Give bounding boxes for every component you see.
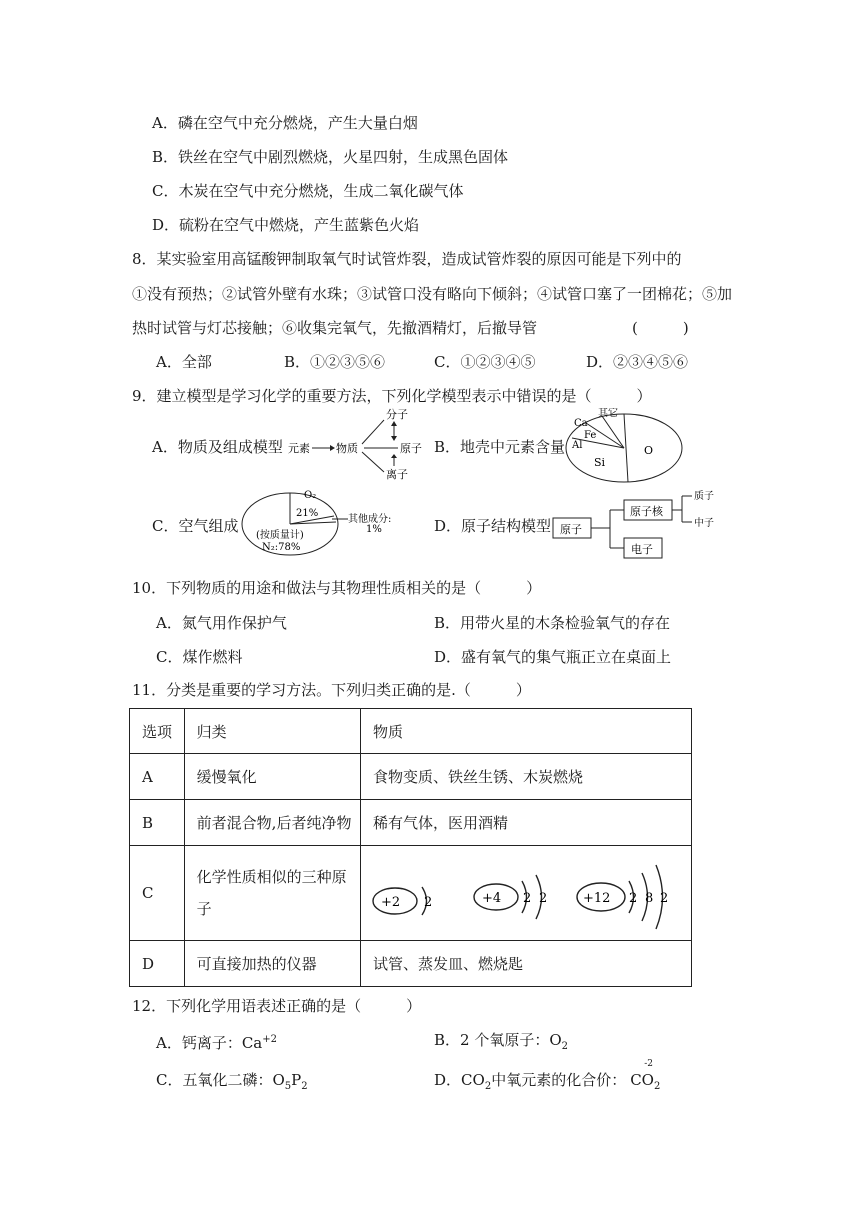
composition-model-diagram	[286, 406, 436, 484]
air-composition-pie	[238, 486, 428, 558]
q8-option-a: A．全部	[156, 353, 212, 371]
q7-option-c: C．木炭在空气中充分燃烧，生成二氧化碳气体	[152, 182, 464, 200]
row-substance: 食物变质、铁丝生锈、木炭燃烧	[361, 754, 692, 800]
q12-option-d: D．$CO_2$中氧元素的化合价： -2 $CO_2$	[434, 1070, 660, 1097]
si-label: Si	[594, 456, 606, 469]
row-substance: 稀有气体，医用酒精	[361, 800, 692, 846]
o2-percent: 21%	[296, 508, 319, 519]
row-category: 可直接加热的仪器	[184, 941, 360, 987]
ca-label: Ca	[574, 418, 588, 429]
atom3-shell1: 2	[629, 891, 638, 906]
header-substance: 物质	[361, 709, 692, 754]
row-substance: 试管、蒸发皿、燃烧匙	[361, 941, 692, 987]
q12-option-c: C．五氧化二磷：$O_5P_2$	[156, 1071, 308, 1092]
q9-option-d-label: D．原子结构模型	[434, 517, 552, 535]
atom2-shell1: 2	[523, 891, 532, 906]
classification-table	[129, 708, 692, 987]
table-row	[130, 754, 692, 800]
atom1-shell: 2	[424, 895, 433, 910]
o2-label: O₂	[304, 490, 317, 501]
q8-option-c: C．①②③④⑤	[434, 353, 536, 371]
substance-node: 物质	[336, 442, 358, 455]
q8-answer-blank: ( )	[632, 319, 689, 337]
row-option: A	[130, 754, 185, 800]
q12-option-b: B．2 个氧原子：$O_2$	[434, 1031, 569, 1052]
atom-box: 原子	[560, 523, 582, 536]
header-category: 归类	[184, 709, 360, 754]
q9-option-b-label: B．地壳中元素含量	[434, 438, 566, 456]
table-row	[130, 846, 692, 941]
table-row	[130, 800, 692, 846]
atom2-shell2: 2	[539, 891, 548, 906]
q8-reasons-line2: 热时试管与灯芯接触；⑥收集完氧气，先撤酒精灯，后撤导管	[132, 319, 538, 337]
q8-option-d: D．②③④⑤⑥	[586, 353, 689, 371]
row-option: D	[130, 941, 185, 987]
row-option: B	[130, 800, 185, 846]
q11-stem: 11．分类是重要的学习方法。下列归类正确的是.（ ）	[132, 681, 531, 699]
q7-option-d: D．硫粉在空气中燃烧，产生蓝紫色火焰	[152, 216, 420, 234]
q9-option-a-label: A．物质及组成模型	[152, 438, 283, 456]
q8-stem: 8．某实验室用高锰酸钾制取氧气时试管炸裂，造成试管炸裂的原因可能是下列中的	[132, 250, 682, 268]
nucleus-box: 原子核	[630, 505, 663, 518]
n2-label: N₂:78%	[262, 542, 301, 553]
q8-reasons-line1: ①没有预热；②试管外壁有水珠；③试管口没有略向下倾斜；④试管口塞了一团棉花；⑤加	[132, 285, 733, 303]
electron-box: 电子	[631, 543, 653, 556]
o-label: O	[644, 444, 654, 457]
q10-option-c: C．煤作燃料	[156, 648, 243, 666]
q8-option-b: B．①②③⑤⑥	[284, 353, 386, 371]
other-gases-percent: 1%	[366, 524, 382, 535]
atom-structure-model	[552, 486, 732, 562]
row-option: C	[130, 846, 185, 941]
atom-node: 原子	[400, 442, 422, 455]
proton-label: 质子	[694, 491, 714, 502]
other-label: 其它	[598, 408, 618, 419]
q9-option-c-label: C．空气组成	[152, 517, 239, 535]
atom1-nucleus: +2	[381, 895, 401, 910]
q10-stem: 10．下列物质的用途和做法与其物理性质相关的是（ ）	[132, 579, 542, 597]
row-category: 缓慢氧化	[184, 754, 360, 800]
q12-stem: 12．下列化学用语表述正确的是（ ）	[132, 997, 422, 1015]
valence-formula: -2 $CO_2$	[630, 1059, 661, 1092]
row-category: 化学性质相似的三种原子	[184, 846, 360, 941]
header-option: 选项	[130, 709, 185, 754]
by-mass-note: (按质量计)	[256, 530, 304, 541]
table-header-row	[130, 709, 692, 754]
q7-option-a: A．磷在空气中充分燃烧，产生大量白烟	[152, 114, 418, 132]
al-label: Al	[572, 440, 583, 451]
ion-node: 离子	[386, 468, 408, 481]
q10-option-a: A．氮气用作保护气	[156, 614, 287, 632]
q9-stem: 9．建立模型是学习化学的重要方法，下列化学模型表示中错误的是（ ）	[132, 387, 652, 405]
row-substance-atom-diagrams	[361, 846, 692, 941]
fe-label: Fe	[584, 430, 597, 441]
row-category: 前者混合物,后者纯净物	[184, 800, 360, 846]
q12-option-a: A．钙离子：$Ca^{+2}$	[156, 1034, 278, 1052]
atom3-nucleus: +12	[583, 891, 611, 906]
table-row	[130, 941, 692, 987]
q10-option-b: B．用带火星的木条检验氧气的存在	[434, 614, 671, 632]
q10-option-d: D．盛有氧气的集气瓶正立在桌面上	[434, 648, 672, 666]
atom2-nucleus: +4	[482, 891, 502, 906]
molecule-node: 分子	[386, 408, 408, 421]
atom-structure-diagrams	[361, 847, 691, 939]
other-gases-label: 其他成分:	[348, 514, 392, 525]
q7-option-b: B．铁丝在空气中剧烈燃烧，火星四射，生成黑色固体	[152, 148, 509, 166]
atom3-shell3: 2	[660, 891, 669, 906]
crust-elements-pie	[562, 408, 686, 488]
atom3-shell2: 8	[645, 891, 654, 906]
neutron-label: 中子	[694, 518, 714, 529]
element-node: 元素	[288, 442, 310, 455]
